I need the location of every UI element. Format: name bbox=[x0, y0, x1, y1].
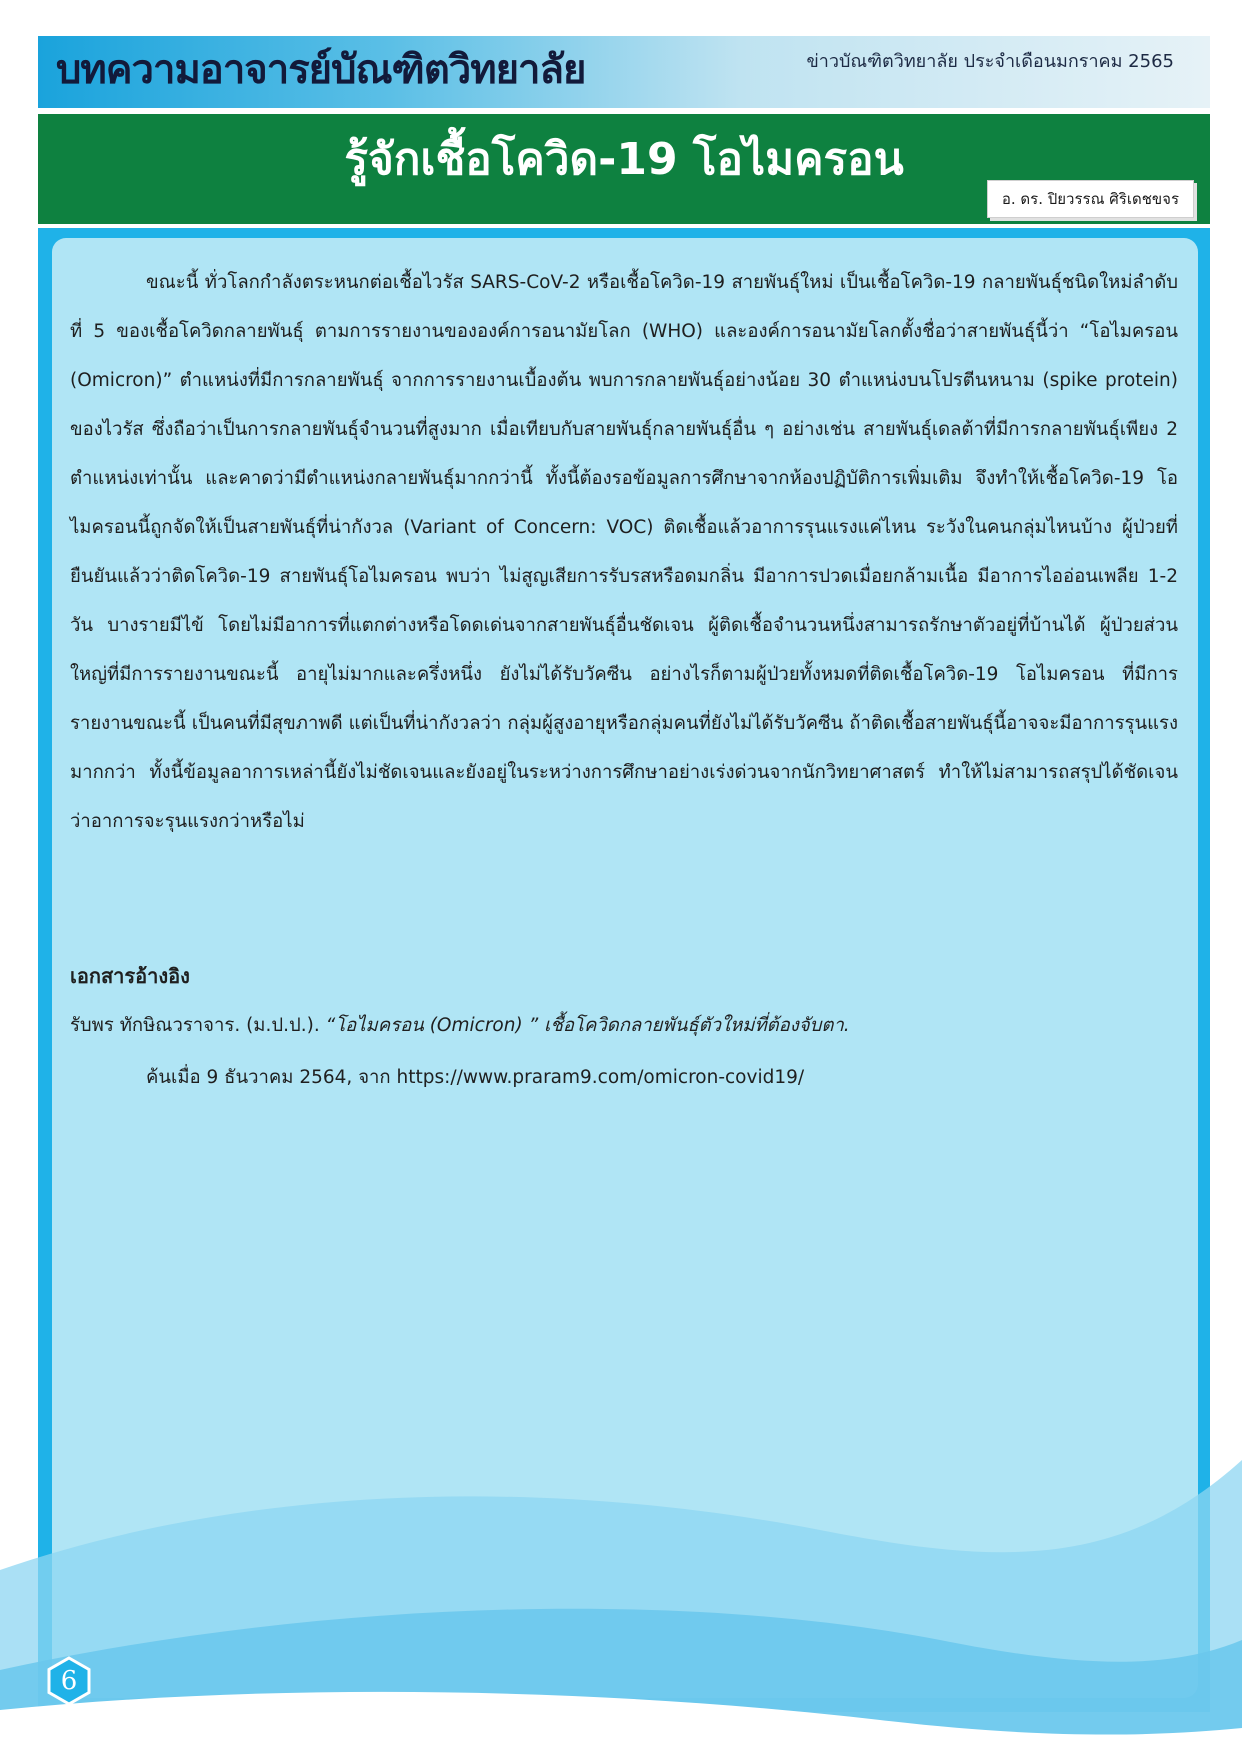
article-title: รู้จักเชื้อโควิด-19 โอไมครอน bbox=[344, 134, 904, 185]
article-body bbox=[70, 258, 1178, 846]
section-title: บทความอาจารย์บัณฑิตวิทยาลัย bbox=[56, 47, 586, 93]
page-number: 6 bbox=[60, 1666, 78, 1696]
wave-decoration bbox=[0, 1440, 1242, 1754]
references-heading: เอกสารอ้างอิง bbox=[70, 964, 190, 988]
reference-retrieved: ค้นเมื่อ 9 ธันวาคม 2564, จาก https://www.praram9.com/omicron-covid19/ bbox=[146, 1067, 805, 1088]
reference-title: “โอไมครอน (Omicron) ” เชื้อโควิดกลายพันธุ์ตัวใหม่ที่ต้องจับตา. bbox=[325, 1015, 850, 1036]
reference-author: รับพร ทักษิณวราจาร. (ม.ป.ป.). bbox=[70, 1015, 320, 1036]
article-body-text: ขณะนี้ ทั่วโลกกำลังตระหนกต่อเชื้อไวรัส SARS-CoV-2 หรือเชื้อโควิด-19 สายพันธุ์ใหม่ เป็นเชื้อโควิด-19 กลายพันธุ์ชนิดใหม่ลำดับที่ 5 ของเชื้อโควิดกลายพันธุ์ ตามการรายงานขององค์การอนามัยโลก (WHO) และองค์การอนามัยโลกตั้งชื่อว่าสายพันธุ์นี้ว่า “โอไมครอน (Omicron)” ตำแหน่งที่มีการกลายพันธุ์ จากการรายงานเบื้องต้น พบการกลายพันธุ์อย่างน้อย 30 ตำแหน่งบนโปรตีนหนาม (spike protein) ของไวรัส ซึ่งถือว่าเป็นการกลายพันธุ์จำนวนที่สูงมาก เมื่อเทียบกับสายพันธุ์กลายพันธุ์อื่น ๆ อย่างเช่น สายพันธุ์เดลต้าที่มีการกลายพันธุ์เพียง 2 ตำแหน่งเท่านั้น และคาดว่ามีตำแหน่งกลายพันธุ์มากกว่านี้ ทั้งนี้ต้องรอข้อมูลการศึกษาจากห้องปฏิบัติการเพิ่มเติม จึงทำให้เชื้อโควิด-19 โอไมครอนนี้ถูกจัดให้เป็นสายพันธุ์ที่น่ากังวล (Variant of Concern: VOC) ติดเชื้อแล้วอาการรุนแรงแค่ไหน ระวังในคนกลุ่มไหนบ้าง ผู้ป่วยที่ยืนยันแล้วว่าติดโควิด-19 สายพันธุ์โอไมครอน พบว่า ไม่สูญเสียการรับรสหรือดมกลิ่น มีอาการปวดเมื่อยกล้ามเนื้อ มีอาการไออ่อนเพลีย 1-2 วัน บางรายมีไข้ โดยไม่มีอาการที่แตกต่างหรือโดดเด่นจากสายพันธุ์อื่นชัดเจน ผู้ติดเชื้อจำนวนหนึ่งสามารถรักษาตัวอยู่ที่บ้านได้ ผู้ป่วยส่วนใหญ่ที่มีการรายงานขณะนี้ อายุไม่มากและครึ่งหนึ่ง ยังไม่ได้รับวัคซีน อย่างไรก็ตามผู้ป่วยทั้งหมดที่ติดเชื้อโควิด-19 โอไมครอน ที่มีการรายงานขณะนี้ เป็นคนที่มีสุขภาพดี แต่เป็นที่น่ากังวลว่า กลุ่มผู้สูงอายุหรือกลุ่มคนที่ยังไม่ได้รับวัคซีน ถ้าติดเชื้อสายพันธุ์นี้อาจจะมีอาการรุนแรงมากกว่า ทั้งนี้ข้อมูลอาการเหล่านี้ยังไม่ชัดเจนและยังอยู่ในระหว่างการศึกษาอย่างเร่งด่วนจากนักวิทยาศาสตร์ ทำให้ไม่สามารถสรุปได้ชัดเจนว่าอาการจะรุนแรงกว่าหรือไม่ bbox=[70, 272, 1178, 832]
issue-info: ข่าวบัณฑิตวิทยาลัย ประจำเดือนมกราคม 2565 bbox=[806, 51, 1174, 72]
author-tag: อ. ดร. ปิยวรรณ ศิริเดชขจร bbox=[987, 180, 1194, 218]
reference-entry bbox=[70, 1006, 1180, 1046]
